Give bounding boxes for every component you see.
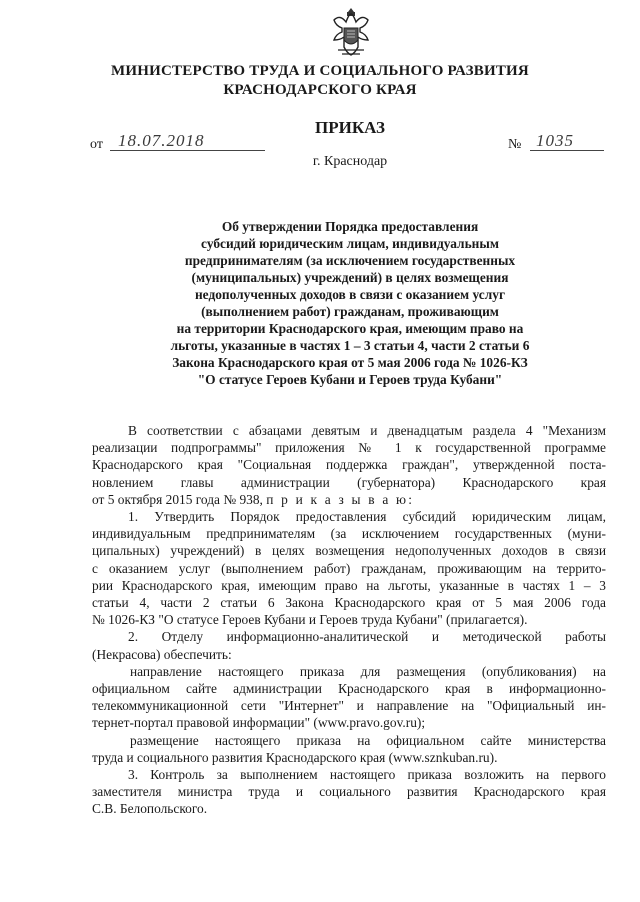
handwritten-number: 1035 [536, 131, 574, 150]
item-1-line: № 1026-КЗ "О статусе Героев Кубани и Героев труда Кубани" (прилагается). [92, 612, 528, 628]
item-3-line: С.В. Белопольского. [92, 801, 208, 817]
item-1-line: 1. Утвердить Порядок предоставления субсидий юридическим лицам, [128, 509, 606, 525]
body-line: реализации подпрограммы" приложения № 1 к государственной программе [92, 440, 606, 456]
item-2b-line: размещение настоящего приказа на официальном сайте министерства [130, 732, 606, 748]
subject-line: (выполнением работ) гражданам, проживающим [201, 304, 499, 319]
city: г. Краснодар [312, 154, 388, 169]
item-2b-line: труда и социального развития Краснодарского края (www.sznkuban.ru). [92, 749, 498, 765]
body-line-part: от 5 октября 2015 года № 938, [92, 491, 263, 507]
item-2a-line: телекоммуникационной сети "Интернет" и направление на "Официальный ин- [92, 698, 606, 714]
subject-line: Об утверждении Порядка предоставления [221, 219, 479, 234]
subject-line: Закона Краснодарского края от 5 мая 2006 года № 1026-КЗ [172, 355, 528, 370]
item-1-line: с оказанием услуг (выполнением работ) гражданам, проживающим на террито- [92, 560, 606, 576]
subject-line: предпринимателям (за исключением государственных [184, 253, 516, 268]
item-1-line: индивидуальным предпринимателям (за исключением государственных (муни- [92, 526, 606, 542]
item-1-line: ципальных) учреждений) в целях возмещения недополученных доходов в связи [92, 543, 606, 559]
item-3-line: заместителя министра труда и социального развития Краснодарского края [92, 784, 606, 800]
subject-line: "О статусе Героев Кубани и Героев труда Кубани" [197, 372, 503, 387]
ministry-name-line2: КРАСНОДАРСКОГО КРАЯ [223, 82, 417, 98]
subject-line: субсидий юридическим лицам, индивидуальным [201, 236, 499, 251]
item-2a-line: тернет-портал правовой информации" (www.pravo.gov.ru); [92, 715, 426, 731]
item-2-line: (Некрасова) обеспечить: [92, 646, 232, 662]
item-3-line: 3. Контроль за выполнением настоящего приказа возложить на первого [128, 767, 606, 783]
body-line: В соответствии с абзацами девятым и двенадцатым раздела 4 "Механизм [128, 423, 606, 438]
item-2a-line: направление настоящего приказа для размещения (опубликования) на [130, 663, 606, 679]
number-label: № [508, 137, 522, 152]
subject-line: на территории Краснодарского края, имеющим право на [176, 321, 524, 336]
handwritten-date: 18.07.2018 [118, 131, 205, 150]
prikazyvayu-word: п р и к а з ы в а ю: [266, 491, 415, 507]
body-line [92, 491, 606, 508]
item-1-line: статьи 4, части 2 статьи 6 Закона Краснодарского края от 5 мая 2006 года [92, 595, 606, 611]
ministry-name-line1: МИНИСТЕРСТВО ТРУДА И СОЦИАЛЬНОГО РАЗВИТИЯ [111, 63, 529, 79]
body-line: новлением главы администрации (губернатора) Краснодарского края [92, 474, 606, 490]
item-1-line: рии Краснодарского края, имеющим право на льготы, указанные в частях 1 – 3 [92, 577, 606, 593]
order-subject [140, 218, 560, 388]
subject-line: (муниципальных) учреждений) в целях возмещения [191, 270, 509, 285]
body-line: Краснодарского края "Социальная поддержка граждан", утвержденной поста- [92, 457, 606, 473]
order-body [92, 422, 606, 818]
subject-line: недополученных доходов в связи с оказанием услуг [194, 287, 506, 302]
document-title: ПРИКАЗ [315, 118, 385, 137]
date-label: от [90, 137, 103, 152]
coat-of-arms-icon [330, 6, 372, 58]
subject-line: льготы, указанные в частях 1 – 3 статьи 4, части 2 статьи 6 [170, 338, 530, 353]
item-2-line: 2. Отделу информационно-аналитической и методической работы [128, 629, 606, 645]
item-2a-line: официальном сайте администрации Краснодарского края в информационно- [92, 681, 606, 697]
